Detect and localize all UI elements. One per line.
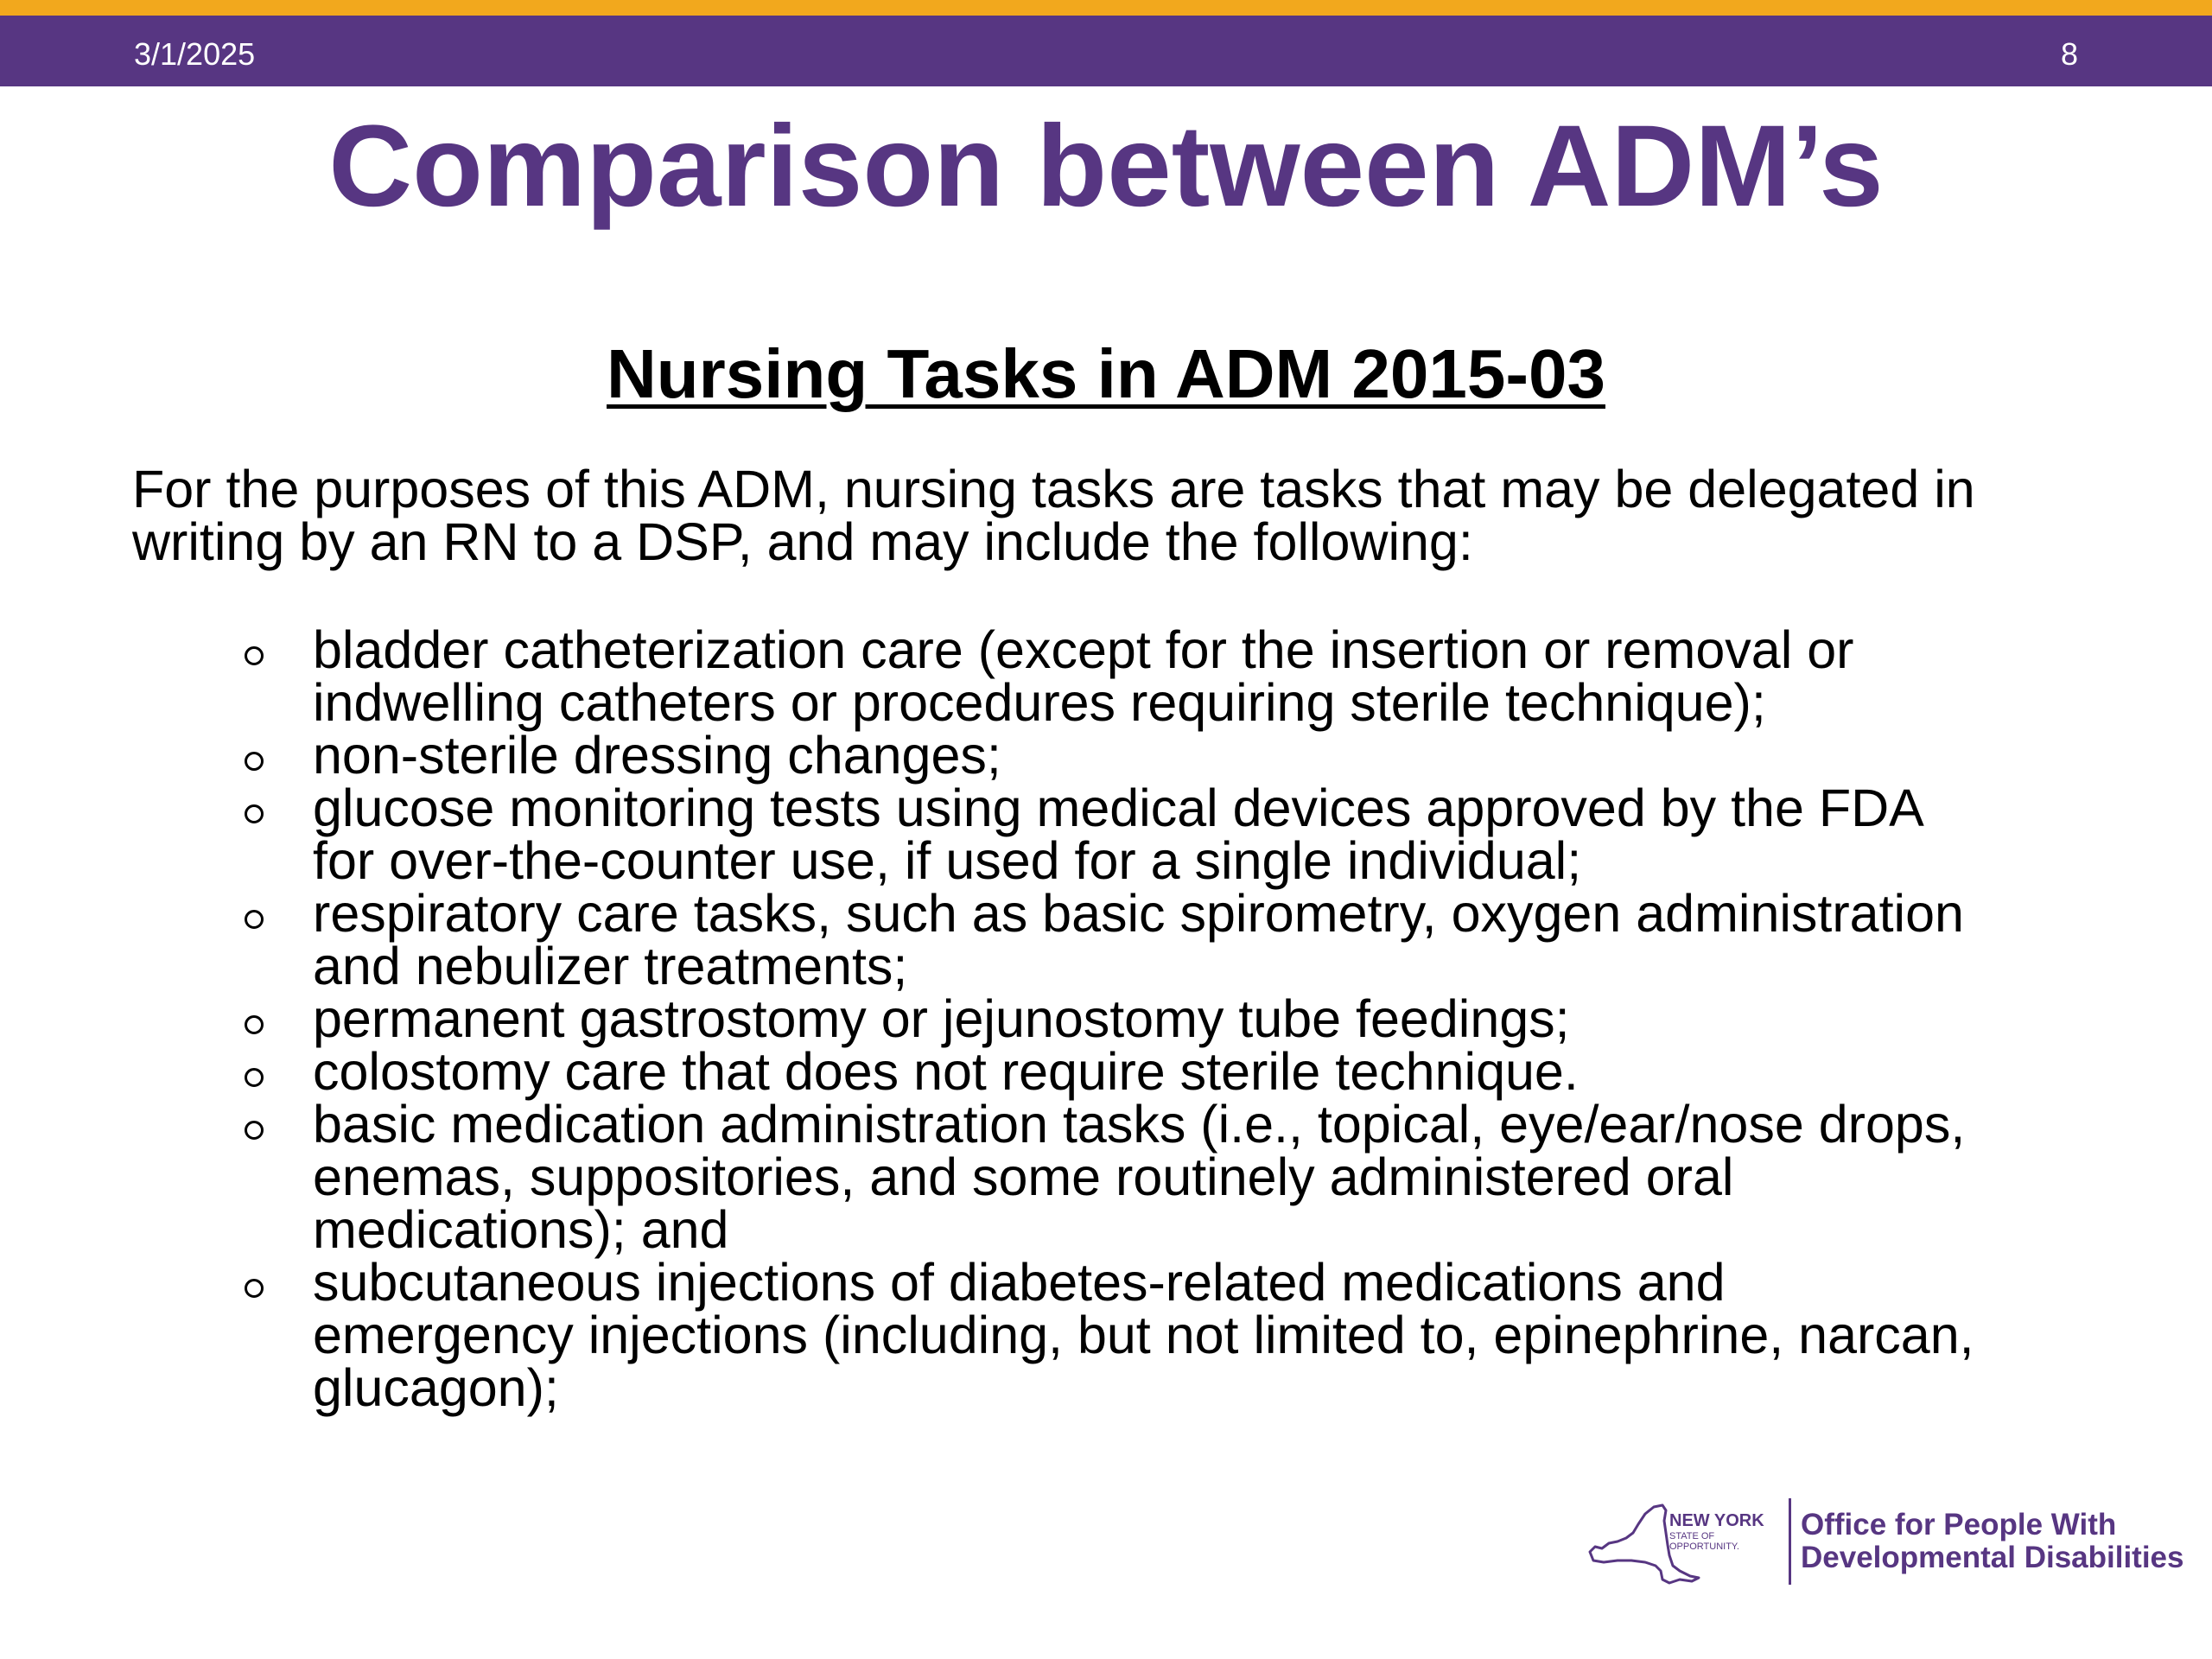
task-line: bladder catheterization care (except for the insertion or removal or	[313, 620, 1854, 679]
task-line: for over-the-counter use, if used for a single individual;	[313, 831, 1582, 890]
task-line: and nebulizer treatments;	[313, 937, 908, 995]
task-line: enemas, suppositories, and some routinely administered oral	[313, 1147, 1734, 1206]
task-line: glucose monitoring tests using medical devices approved by the FDA	[313, 779, 1924, 837]
task-line: non-sterile dressing changes;	[313, 726, 1001, 785]
task-item	[242, 726, 2074, 785]
task-line: permanent gastrostomy or jejunostomy tube feedings;	[313, 989, 1570, 1048]
task-line: medications); and	[313, 1200, 729, 1259]
tagline-line-1: STATE OF	[1669, 1531, 1715, 1541]
intro-paragraph: For the purposes of this ADM, nursing tasks are tasks that may be delegated in writing by an RN to a DSP, and may include the following:	[132, 460, 1975, 571]
bullet-icon	[245, 1015, 264, 1034]
nursing-task-list	[242, 620, 2074, 1417]
state-of-opportunity-tagline	[1669, 1531, 1739, 1552]
task-item	[242, 620, 2074, 732]
bullet-icon	[245, 804, 264, 823]
task-item	[242, 884, 2074, 995]
task-line: respiratory care tasks, such as basic spirometry, oxygen administration	[313, 884, 1964, 943]
bullet-icon	[245, 910, 264, 929]
task-item	[242, 779, 2074, 890]
new-york-wordmark: NEW YORK	[1669, 1511, 1764, 1530]
bullet-icon	[245, 646, 264, 665]
bullet-icon	[245, 1279, 264, 1298]
section-subtitle: Nursing Tasks in ADM 2015-03	[607, 335, 1605, 412]
task-line: basic medication administration tasks (i.e., topical, eye/ear/nose drops,	[313, 1095, 1966, 1154]
task-line: glucagon);	[313, 1358, 559, 1417]
task-item	[242, 1253, 2074, 1417]
top-accent-bar	[0, 0, 2212, 16]
tagline-line-2: OPPORTUNITY.	[1669, 1541, 1739, 1552]
opwdd-logo	[1583, 1495, 2184, 1590]
logo-divider	[1789, 1498, 1791, 1585]
task-item	[242, 1042, 2074, 1101]
slide-title: Comparison between ADM’s	[328, 102, 1884, 231]
office-name-line-2: Developmental Disabilities	[1801, 1541, 2184, 1574]
task-item	[242, 989, 2074, 1048]
slide-number: 8	[2060, 36, 2078, 72]
header-bar	[0, 16, 2212, 86]
bullet-icon	[245, 1121, 264, 1140]
task-item	[242, 1095, 2074, 1259]
slide-date: 3/1/2025	[134, 36, 256, 72]
bullet-icon	[245, 1068, 264, 1087]
task-line: indwelling catheters or procedures requiring sterile technique);	[313, 673, 1766, 732]
bullet-icon	[245, 752, 264, 771]
task-line: colostomy care that does not require sterile technique.	[313, 1042, 1579, 1101]
task-line: subcutaneous injections of diabetes-related medications and	[313, 1253, 1726, 1312]
office-name-line-1: Office for People With	[1801, 1508, 2117, 1541]
task-line: emergency injections (including, but not limited to, epinephrine, narcan,	[313, 1306, 1974, 1364]
